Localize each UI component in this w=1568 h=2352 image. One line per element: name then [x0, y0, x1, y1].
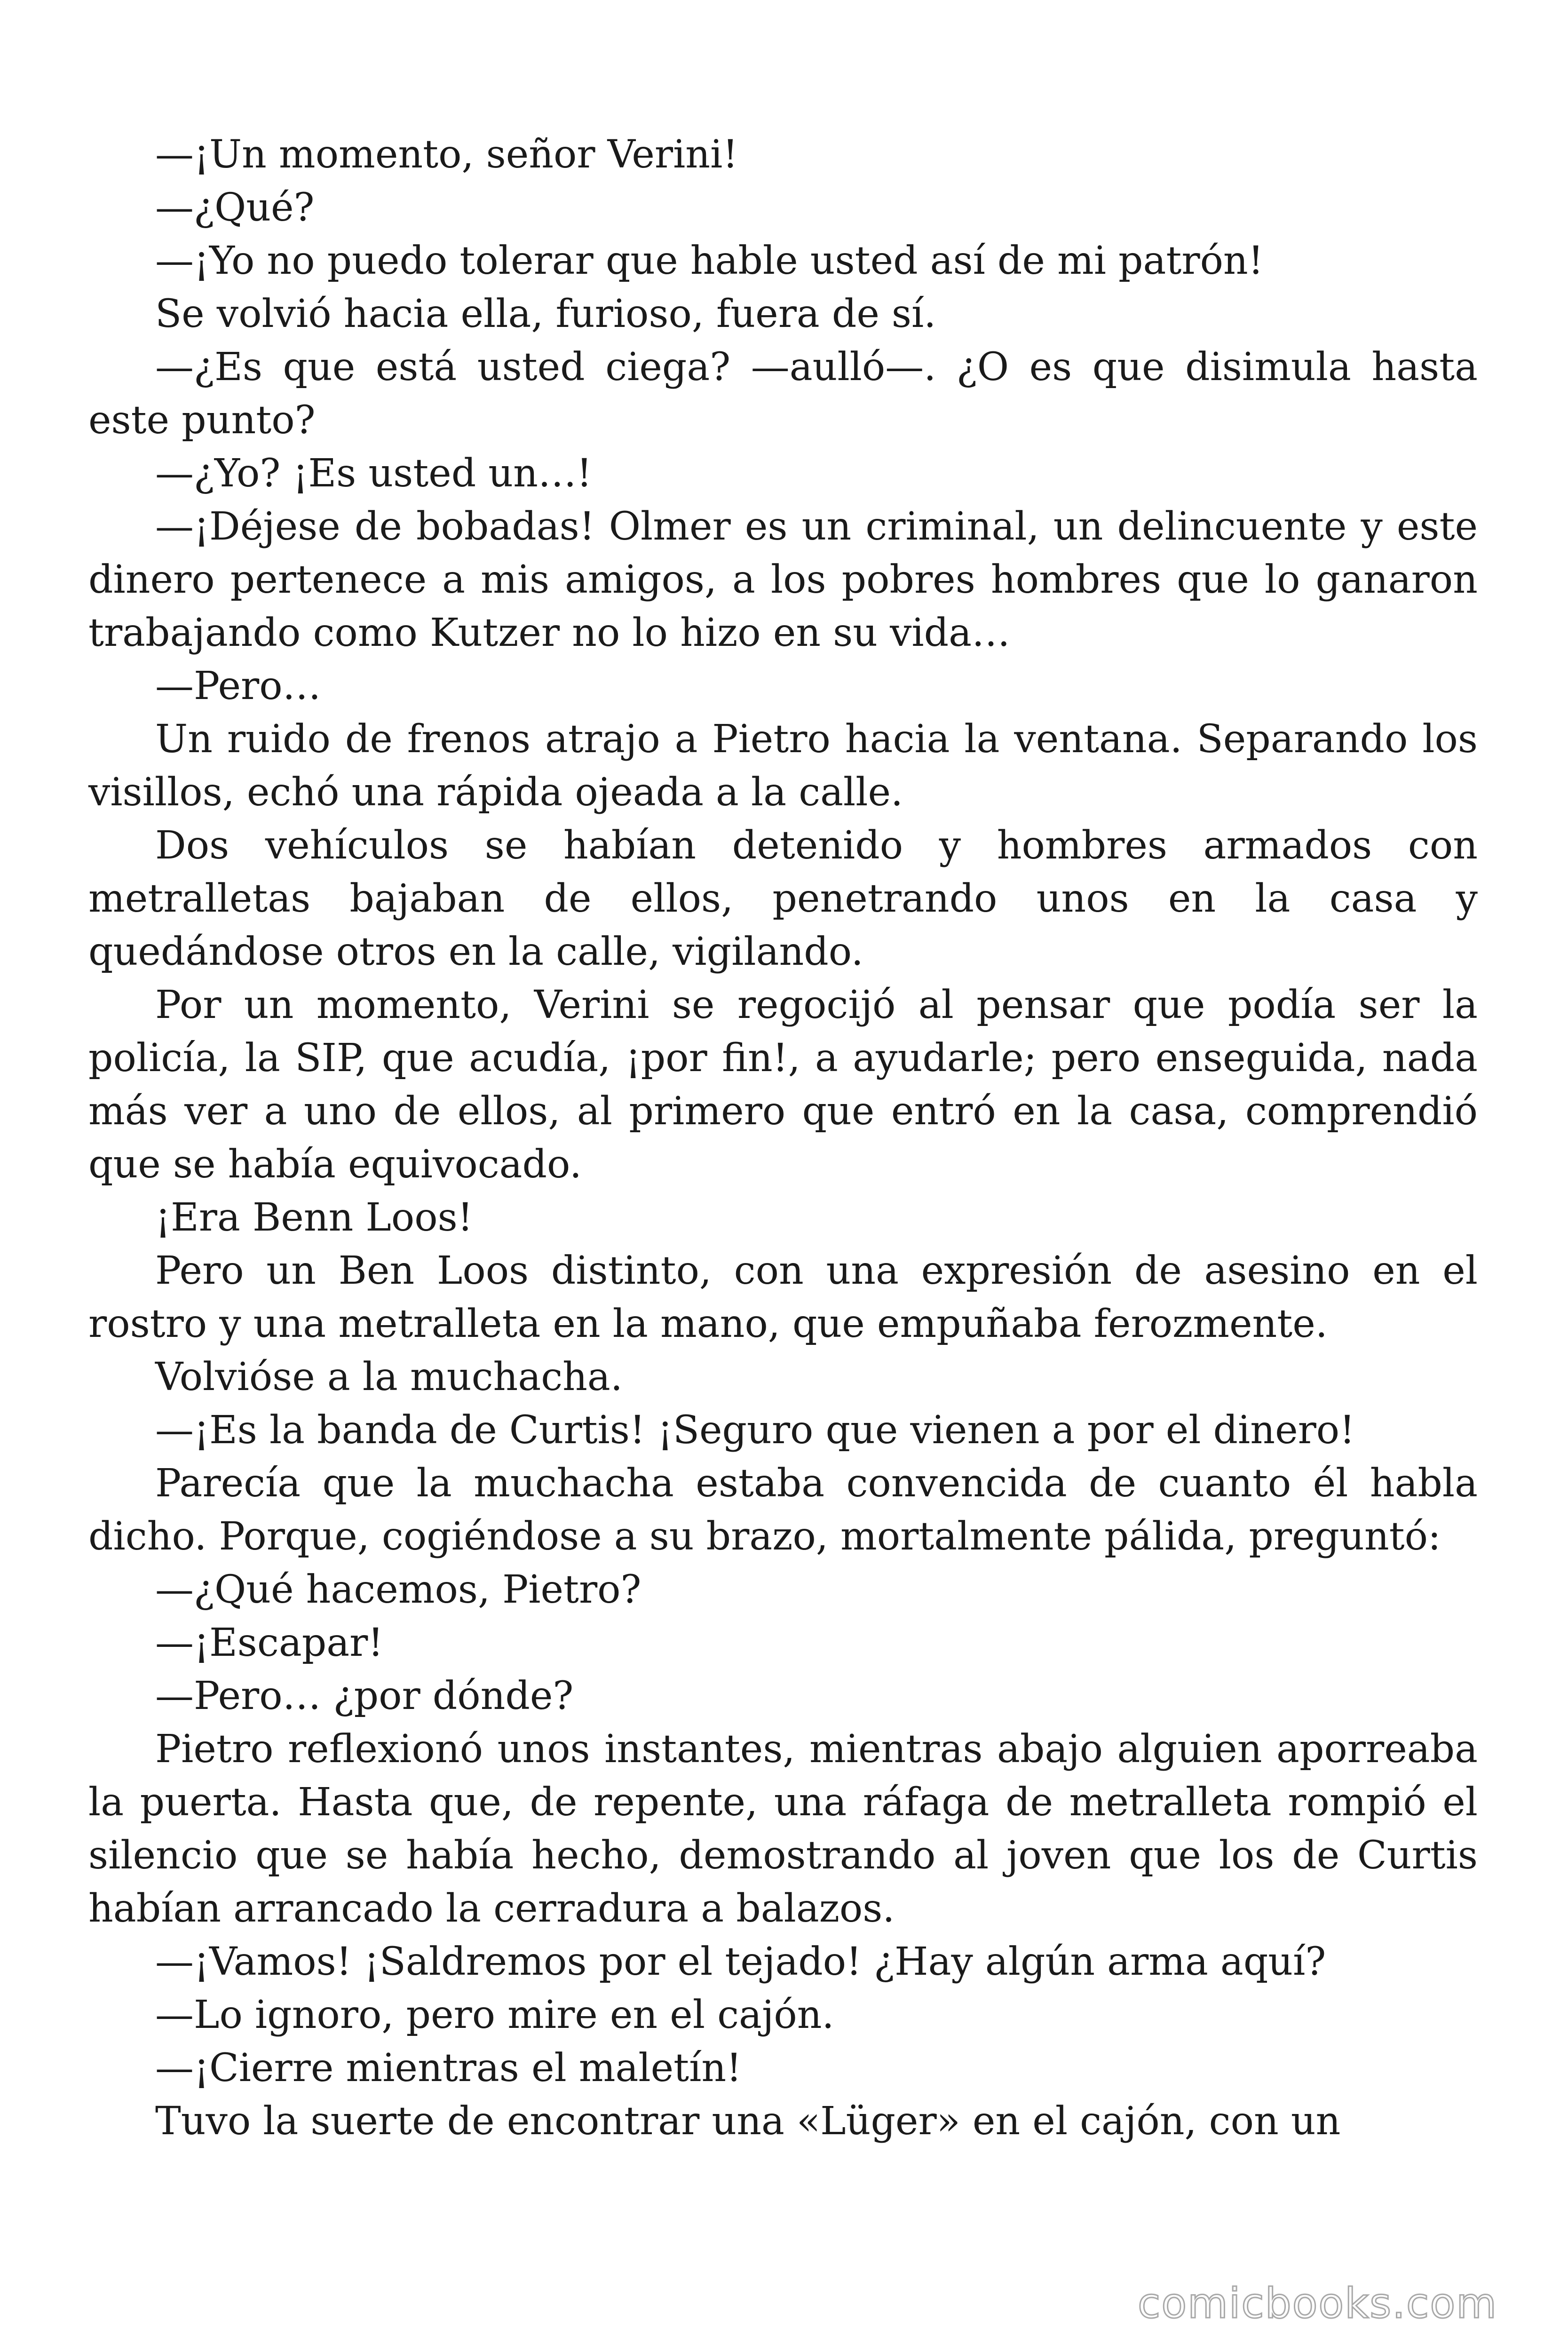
- paragraph-2: —¿Qué?: [155, 185, 315, 230]
- paragraph-5: —¿Es que está usted ciega? —aulló—. ¿O es que disimula hasta este punto?: [88, 345, 1478, 443]
- paragraph-18: —¡Escapar!: [155, 1621, 384, 1665]
- paragraph-9: Un ruido de frenos atrajo a Pietro hacia la ventana. Separando los visillos, echó una rápida ojeada a la calle.: [88, 717, 1478, 815]
- paragraph-21: —¡Vamos! ¡Saldremos por el tejado! ¿Hay algún arma aquí?: [155, 1939, 1326, 1984]
- paragraph-15: —¡Es la banda de Curtis! ¡Seguro que vienen a por el dinero!: [155, 1408, 1355, 1453]
- paragraph-10: Dos vehículos se habían detenido y hombres armados con metralletas bajaban de ellos, penetrando unos en la casa y quedándose otros en la calle, vigilando.: [88, 823, 1478, 974]
- paragraph-20: Pietro reflexionó unos instantes, mientras abajo alguien aporreaba la puerta. Hasta que, de repente, una ráfaga de metralleta rompió el silencio que se había hecho, demostrando al joven que los de Curtis habían arrancado la cerradura a balazos.: [88, 1727, 1478, 1931]
- paragraph-19: —Pero… ¿por dónde?: [155, 1674, 574, 1718]
- paragraph-16: Parecía que la muchacha estaba convencida de cuanto él habla dicho. Porque, cogiéndose a su brazo, mortalmente pálida, preguntó:: [88, 1461, 1478, 1559]
- watermark-text: comicbooks.com: [1137, 2279, 1497, 2328]
- paragraph-8: —Pero…: [155, 664, 321, 708]
- paragraph-13: Pero un Ben Loos distinto, con una expresión de asesino en el rostro y una metralleta en la mano, que empuñaba ferozmente.: [88, 1248, 1478, 1346]
- paragraph-22: —Lo ignoro, pero mire en el cajón.: [155, 1993, 834, 2037]
- paragraph-12: ¡Era Benn Loos!: [155, 1195, 473, 1240]
- paragraph-23: —¡Cierre mientras el maletín!: [155, 2046, 742, 2090]
- paragraph-7: —¡Déjese de bobadas! Olmer es un criminal, un delincuente y este dinero pertenece a mis amigos, a los pobres hombres que lo ganaron trabajando como Kutzer no lo hizo en su vida…: [88, 504, 1478, 655]
- paragraph-3: —¡Yo no puedo tolerar que hable usted así de mi patrón!: [155, 238, 1264, 283]
- paragraph-11: Por un momento, Verini se regocijó al pensar que podía ser la policía, la SIP, que acudía, ¡por fin!, a ayudarle; pero enseguida, nada más ver a uno de ellos, al primero que entró en la casa, comprendió que se había equivocado.: [88, 983, 1478, 1187]
- paragraph-6: —¿Yo? ¡Es usted un…!: [155, 451, 592, 496]
- paragraph-17: —¿Qué hacemos, Pietro?: [155, 1567, 641, 1612]
- paragraph-24: Tuvo la suerte de encontrar una «Lüger» en el cajón, con un: [155, 2099, 1341, 2144]
- page-body: [88, 128, 1478, 2148]
- paragraph-1: —¡Un momento, señor Verini!: [155, 132, 738, 177]
- paragraph-4: Se volvió hacia ella, furioso, fuera de sí.: [155, 292, 936, 336]
- paragraph-14: Volvióse a la muchacha.: [155, 1355, 623, 1399]
